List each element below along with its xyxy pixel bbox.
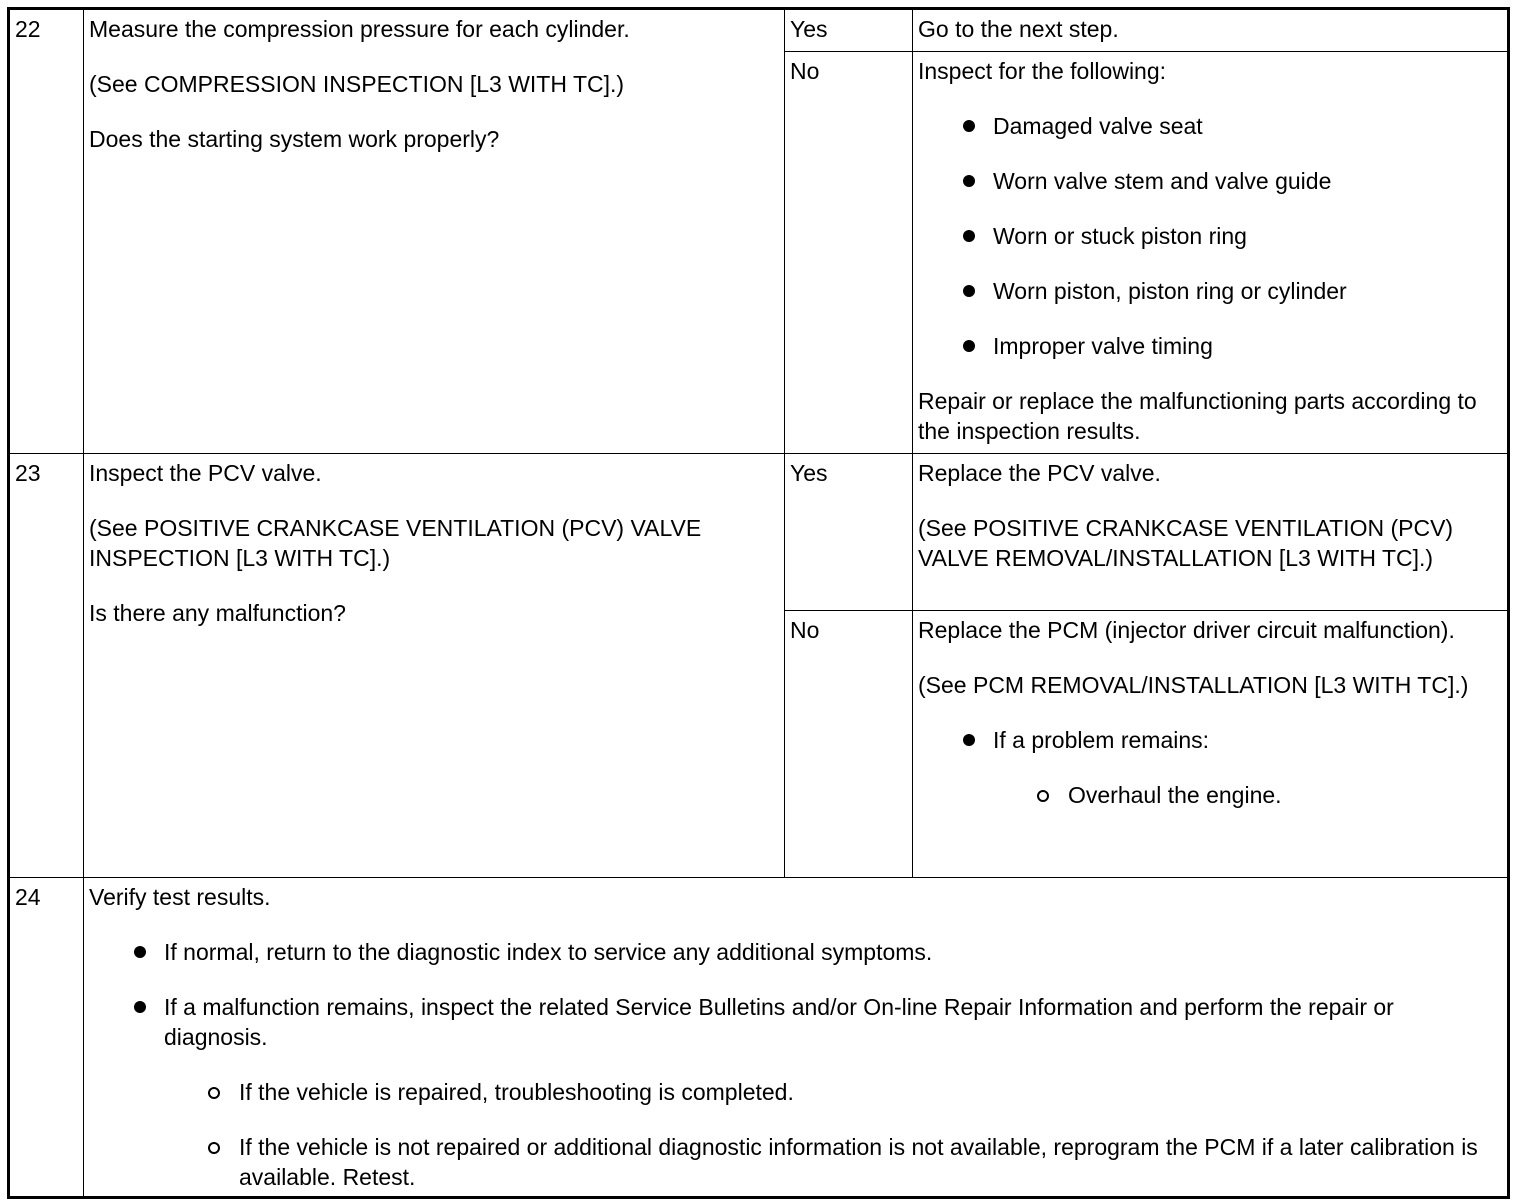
- reference-text: (See POSITIVE CRANKCASE VENTILATION (PCV) VALVE INSPECTION [L3 WITH TC].): [89, 515, 702, 571]
- bullet-text: If a malfunction remains, inspect the related Service Bulletins and/or On-line Repair Information and perform the repair or diagnosis.: [164, 994, 1394, 1050]
- list-item: [164, 992, 1502, 1192]
- reference-text: (See COMPRESSION INSPECTION [L3 WITH TC].): [89, 71, 625, 97]
- sub-list-item: If the vehicle is not repaired or additional diagnostic information is not available, reprogram the PCM if a later calibration is available. Retest.: [239, 1132, 1502, 1192]
- step-24-row: [9, 878, 1509, 1198]
- reference-text: (See POSITIVE CRANKCASE VENTILATION (PCV) VALVE REMOVAL/INSTALLATION [L3 WITH TC].): [918, 515, 1454, 571]
- step-22-row: [9, 9, 1509, 52]
- list-item: If normal, return to the diagnostic index to service any additional symptoms.: [164, 937, 1502, 967]
- bullet-list: [918, 725, 1502, 810]
- repair-text: Repair or replace the malfunctioning parts according to the inspection results.: [918, 388, 1477, 444]
- inspect-intro: Inspect for the following:: [918, 58, 1167, 84]
- step-action: [84, 454, 785, 878]
- reference-text: (See PCM REMOVAL/INSTALLATION [L3 WITH TC].): [918, 672, 1469, 698]
- step-23-row: [9, 454, 1509, 611]
- list-item: Worn or stuck piston ring: [993, 221, 1502, 251]
- list-item: [993, 725, 1502, 810]
- result-yes: Go to the next step.: [913, 9, 1509, 52]
- sub-bullet-list: [164, 1077, 1502, 1192]
- answer-no: No: [785, 611, 913, 878]
- step-action: [84, 9, 785, 454]
- question-text: Is there any malfunction?: [89, 600, 346, 626]
- inspect-list: [918, 111, 1502, 361]
- step-number: 22: [9, 9, 84, 454]
- result-yes: [913, 454, 1509, 611]
- step-number: 24: [9, 878, 84, 1198]
- diagnostic-table: [7, 7, 1510, 1199]
- action-text: Replace the PCM (injector driver circuit malfunction).: [918, 617, 1455, 643]
- list-item: Damaged valve seat: [993, 111, 1502, 141]
- action-text: Replace the PCV valve.: [918, 460, 1161, 486]
- list-item: Worn piston, piston ring or cylinder: [993, 276, 1502, 306]
- list-item: Improper valve timing: [993, 331, 1502, 361]
- answer-yes: Yes: [785, 454, 913, 611]
- question-text: Does the starting system work properly?: [89, 126, 500, 152]
- bullet-list: [89, 937, 1502, 1192]
- action-text: Verify test results.: [89, 884, 271, 910]
- sub-list-item: If the vehicle is repaired, troubleshooting is completed.: [239, 1077, 1502, 1107]
- action-text: Inspect the PCV valve.: [89, 460, 322, 486]
- sub-list-item: Overhaul the engine.: [1068, 780, 1502, 810]
- step-number: 23: [9, 454, 84, 878]
- sub-bullet-list: [993, 780, 1502, 810]
- result-no: [913, 611, 1509, 878]
- step-action: [84, 878, 1509, 1198]
- answer-no: No: [785, 52, 913, 454]
- list-item: Worn valve stem and valve guide: [993, 166, 1502, 196]
- action-text: Measure the compression pressure for each cylinder.: [89, 16, 630, 42]
- answer-yes: Yes: [785, 9, 913, 52]
- bullet-text: If a problem remains:: [993, 727, 1210, 753]
- result-no: [913, 52, 1509, 454]
